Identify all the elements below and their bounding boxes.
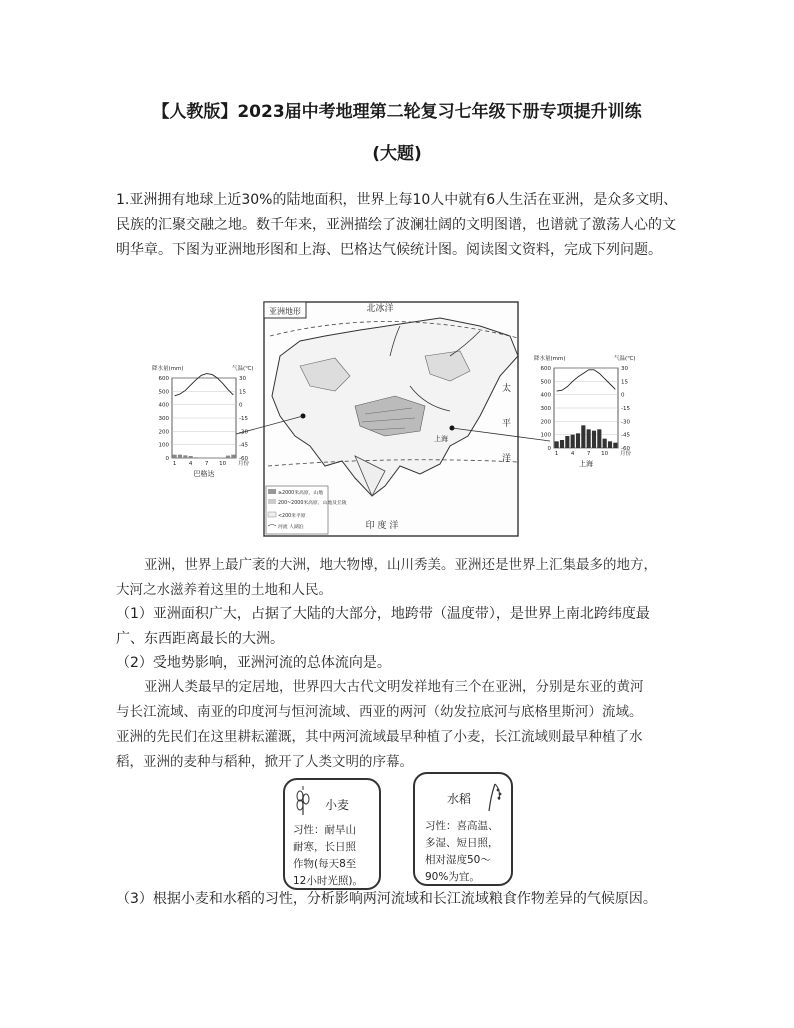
sub-question-3: （3）根据小麦和水稻的习性，分析影响两河流域和长江流域粮食作物差异的气候原因。	[116, 891, 657, 907]
right-tick-label: -60	[239, 456, 248, 462]
rice-name: 水稻	[447, 792, 472, 806]
wheat-name: 小麦	[325, 798, 350, 812]
figure-asia	[150, 296, 640, 540]
svg-text:太: 太	[502, 384, 512, 394]
left-tick-label: 200	[158, 429, 169, 436]
left-tick-label: 400	[540, 392, 551, 399]
svg-text:北冰洋: 北冰洋	[366, 304, 394, 314]
right-tick-label: -30	[621, 419, 630, 426]
right-tick-label: 15	[239, 389, 246, 396]
precip-bar	[608, 441, 612, 448]
x-unit-label: 月份	[620, 451, 632, 457]
precip-bar	[194, 457, 198, 458]
x-tick-label: 7	[586, 451, 591, 457]
svg-text:≥2000米高原、山地: ≥2000米高原、山地	[278, 491, 324, 496]
left-tick-label: 100	[540, 432, 551, 439]
left-tick-label: 300	[540, 406, 551, 412]
precip-bar	[555, 441, 559, 448]
right-tick-label: -45	[621, 432, 630, 439]
precip-bar	[226, 456, 230, 458]
rice-habit: 习性：喜高温、 多湿、短日照， 相对湿度50～ 90%为宜。	[425, 820, 499, 883]
precip-bar	[613, 443, 617, 448]
left-tick-label: 100	[158, 442, 169, 449]
right-axis-title: 气温(℃)	[614, 356, 636, 362]
x-unit-label: 月份	[238, 461, 250, 467]
rice-card	[413, 772, 513, 886]
x-tick-label: 10	[601, 451, 609, 457]
precip-bar	[571, 435, 575, 448]
left-tick-label: 500	[540, 379, 551, 386]
left-axis-title: 降水量(mm)	[152, 366, 184, 372]
precip-bar	[560, 440, 564, 448]
left-tick-label: 0	[547, 446, 551, 452]
svg-text:洋: 洋	[502, 454, 512, 464]
city-name: 巴格达	[193, 470, 215, 478]
precip-bar	[231, 455, 235, 458]
page-subtitle: (大题)	[372, 144, 422, 164]
left-tick-label: 400	[158, 402, 169, 409]
precip-bar	[178, 455, 182, 458]
svg-text:<200米平原: <200米平原	[278, 514, 306, 519]
precip-bar	[603, 439, 607, 448]
svg-text:印 度 洋: 印 度 洋	[365, 521, 399, 531]
left-tick-label: 0	[165, 456, 169, 462]
right-tick-label: 30	[621, 366, 628, 372]
left-tick-label: 600	[158, 376, 169, 382]
climate-chart-shanghai	[534, 354, 635, 468]
svg-text:河流 人湖泊: 河流 人湖泊	[278, 525, 304, 530]
sub-question-1: （1）亚洲面积广大，占据了大陆的大部分，地跨带（温度带），是世界上南北跨纬度最广、东西距离最长的大洲。	[116, 606, 650, 647]
precip-bar	[581, 425, 585, 448]
question-intro: 1.亚洲拥有地球上近30%的陆地面积，世界上每10人中就有6人生活在亚洲，是众多文明、民族的汇聚交融之地。数千年来，亚洲描绘了波澜壮阔的文明图谱，也谱就了激荡人心的文明华章。下图为亚洲地形图和上海、巴格达气候统计图。阅读图文资料，完成下列问题。	[116, 192, 678, 258]
material2-line3: 亚洲的先民们在这里耕耘灌溉，其中两河流域最早种植了小麦，长江流域则最早种植了水	[116, 729, 643, 745]
rice-icon	[481, 780, 505, 812]
right-axis-title: 气温(℃)	[232, 366, 254, 372]
svg-text:上海: 上海	[434, 435, 448, 443]
right-tick-label: -15	[621, 406, 630, 412]
page-title: 【人教版】2023届中考地理第二轮复习七年级下册专项提升训练	[152, 102, 642, 122]
left-tick-label: 600	[540, 366, 551, 372]
right-tick-label: -45	[239, 442, 248, 449]
precip-bar	[173, 455, 177, 458]
wheat-icon	[291, 786, 315, 816]
right-tick-label: -15	[239, 416, 248, 422]
precip-bar	[592, 431, 596, 448]
left-tick-label: 200	[540, 419, 551, 426]
precip-bar	[587, 429, 591, 448]
sub-question-2: （2）受地势影响，亚洲河流的总体流向是。	[116, 655, 391, 671]
wheat-habit: 习性：耐旱山 耐寒，长日照 作物(每天8至 12小时光照)。	[293, 824, 363, 887]
svg-text:亚洲地形: 亚洲地形	[269, 307, 301, 316]
svg-text:200~2000米高原、山地及丘陵: 200~2000米高原、山地及丘陵	[278, 501, 347, 506]
material1-line1: 亚洲，世界上最广袤的大洲，地大物博，山川秀美。亚洲还是世界上汇集最多的地方，	[144, 557, 657, 573]
precip-bar	[576, 433, 580, 448]
x-tick-label: 7	[204, 461, 209, 467]
precip-bar	[565, 436, 569, 448]
x-tick-label: 4	[188, 461, 193, 467]
wheat-card	[283, 778, 381, 890]
precip-bar	[189, 456, 193, 458]
right-tick-label: -60	[621, 446, 630, 452]
right-tick-label: 30	[239, 376, 246, 382]
material2-line2: 与长江流域、南亚的印度河与恒河流域、西亚的两河（幼发拉底河与底格里斯河）流域。	[116, 704, 643, 720]
material2-line1: 亚洲人类最早的定居地，世界四大古代文明发祥地有三个在亚洲，分别是东亚的黄河	[144, 679, 644, 695]
x-tick-label: 1	[172, 461, 177, 467]
precip-bar	[183, 455, 187, 458]
left-tick-label: 500	[158, 389, 169, 396]
right-tick-label: -30	[239, 429, 248, 436]
x-tick-label: 10	[219, 461, 227, 467]
climate-chart-baghdad	[152, 364, 253, 478]
right-tick-label: 15	[621, 379, 628, 386]
material2-line4: 稻，亚洲的麦种与稻种，掀开了人类文明的序幕。	[116, 754, 413, 770]
asia-terrain-map	[264, 302, 518, 536]
right-tick-label: 0	[239, 402, 243, 409]
x-tick-label: 4	[570, 451, 575, 457]
left-axis-title: 降水量(mm)	[534, 356, 566, 362]
right-tick-label: 0	[621, 392, 625, 399]
material1-line2: 大河之水滋养着这里的土地和人民。	[116, 582, 332, 598]
city-name: 上海	[579, 460, 593, 468]
svg-text:平: 平	[502, 419, 512, 429]
precip-bar	[597, 429, 601, 448]
x-tick-label: 1	[554, 451, 559, 457]
left-tick-label: 300	[158, 416, 169, 422]
